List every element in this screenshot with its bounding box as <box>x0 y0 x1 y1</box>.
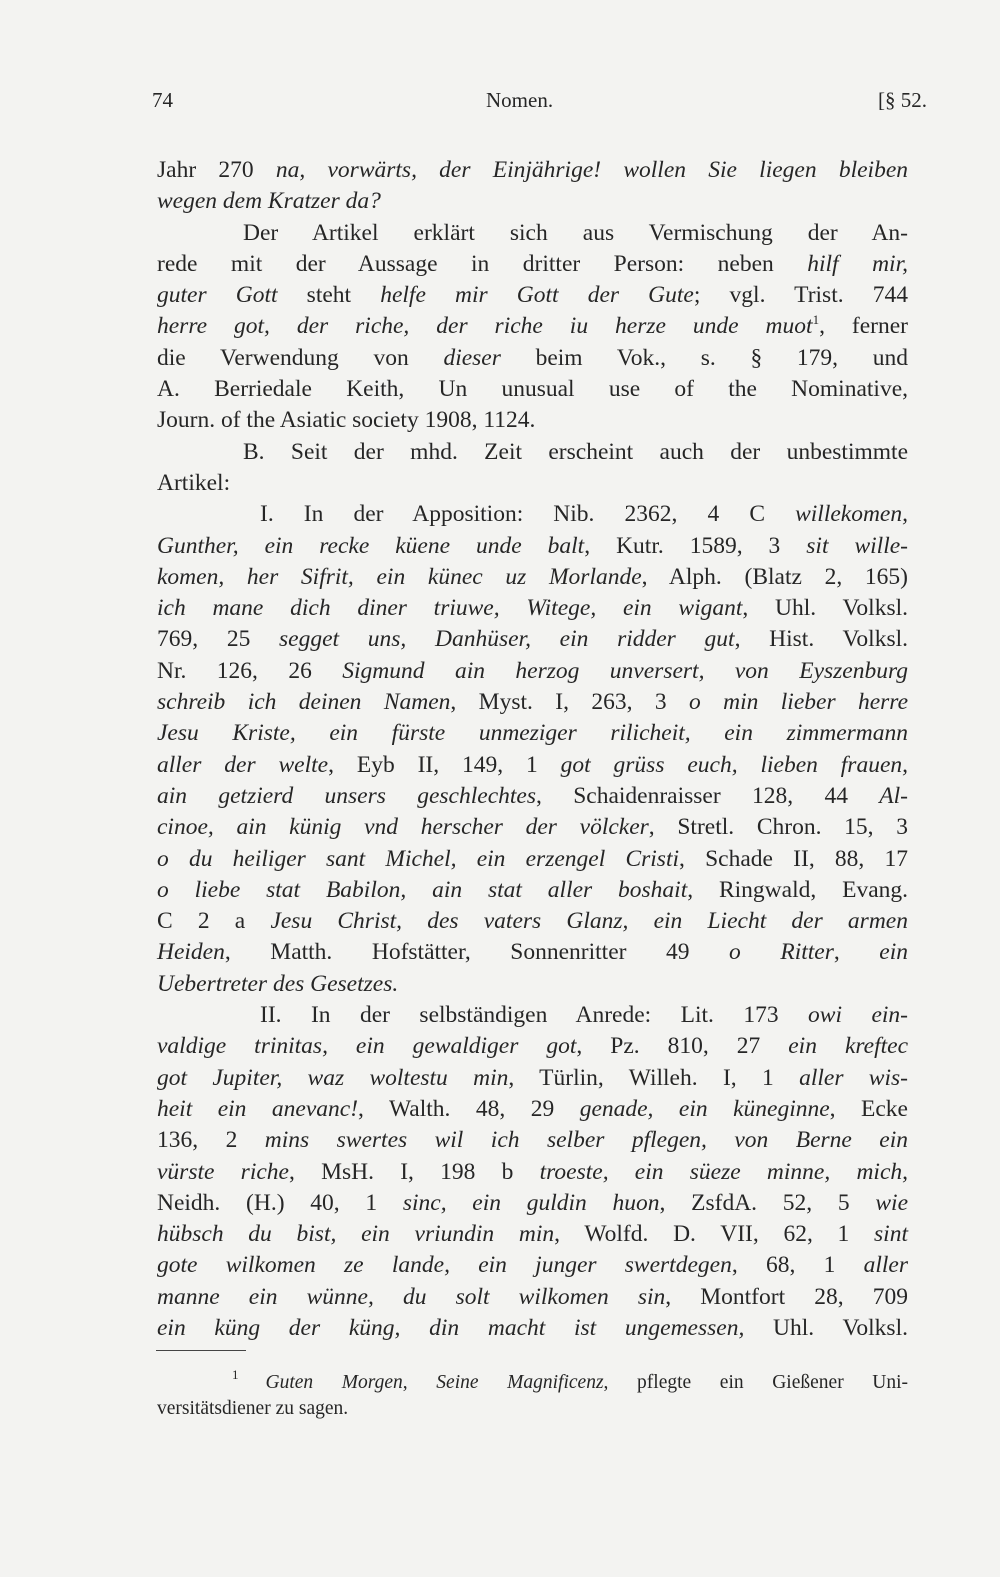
text-run: Jahr 270 <box>157 157 276 183</box>
text-line <box>157 499 908 530</box>
text-run: Uhl. Volksl. <box>744 1314 908 1341</box>
italic-quote: komen, her Sifrit, ein künec uz Morlande <box>157 563 642 590</box>
italic-quote: Uebertreter des Gesetzes. <box>157 970 399 997</box>
text-run: , Schaidenraisser 128, 44 <box>535 782 880 809</box>
text-run: rede mit der Aussage in dritter Person: neben <box>157 250 808 277</box>
italic-quote: o min lieber herre <box>689 689 909 716</box>
italic-quote: got Jupiter, waz woltestu min <box>157 1064 509 1091</box>
italic-quote: hilf mir, <box>807 250 908 277</box>
italic-quote: sit wille- <box>806 532 908 559</box>
text-run: , <box>402 1372 437 1393</box>
italic-quote: wie <box>875 1189 909 1216</box>
italic-quote: manne ein wünne, du solt wilkomen sin <box>157 1283 666 1310</box>
italic-quote: o du heiliger sant Michel, ein erzengel Cristi <box>157 845 680 872</box>
text-run: die Verwendung von <box>157 344 444 371</box>
italic-quote: dieser <box>443 344 501 371</box>
italic-quote: heit ein anevanc! <box>157 1095 359 1122</box>
text-line <box>157 1157 908 1188</box>
text-line <box>157 1188 908 1219</box>
italic-quote: herre got, der riche, der riche iu herze unde muot <box>157 313 813 340</box>
text-run: C 2 a <box>157 908 271 935</box>
italic-quote: cinoe, ain künig vnd herscher der völcker <box>157 814 649 841</box>
text-run: , Alph. (Blatz 2, 165) <box>641 563 908 590</box>
text-line <box>157 687 908 718</box>
italic-quote: sint <box>874 1221 908 1248</box>
italic-quote: hübsch du bist, ein vriundin min <box>157 1221 555 1248</box>
italic-quote: Jesu Christ, des vaters Glanz, ein Liecht der armen <box>270 908 908 935</box>
text-line <box>157 280 908 311</box>
italic-quote: na, vorwärts, der Einjährige! wollen Sie liegen bleiben <box>275 157 909 183</box>
italic-quote: willekomen, <box>795 501 908 528</box>
italic-quote: guter Gott <box>157 282 278 309</box>
text-line <box>157 249 908 280</box>
footnote-marker: 1 <box>812 312 820 328</box>
text-line <box>157 186 908 217</box>
italic-quote: wegen dem Kratzer da? <box>157 188 381 215</box>
text-line <box>157 468 908 499</box>
text-line <box>157 311 908 342</box>
text-run: 136, 2 <box>157 1127 265 1154</box>
text-line <box>157 155 908 186</box>
italic-quote: mins swertes wil ich selber pflegen, von Berne ein <box>264 1127 909 1154</box>
text-line <box>157 218 908 249</box>
italic-quote: aller wis- <box>799 1064 908 1091</box>
text-run: versitätsdiener zu sagen. <box>157 1398 349 1419</box>
text-line <box>157 1063 908 1094</box>
italic-quote: got grüss euch, lieben frauen, <box>560 751 908 778</box>
text-run: , Ecke <box>829 1095 908 1122</box>
text-run: ; vgl. Trist. 744 <box>693 282 908 309</box>
text-line <box>157 374 908 405</box>
text-run: II. In der selbständigen Anrede: Lit. 173 <box>260 1002 809 1029</box>
italic-quote: ein küng der küng, din macht ist ungemessen, <box>157 1314 745 1341</box>
text-run: B. Seit der mhd. Zeit erscheint auch der unbestimmte <box>243 438 908 465</box>
text-run: 769, 25 <box>157 626 280 653</box>
text-line <box>157 1219 908 1250</box>
footnote-rule <box>156 1350 246 1351</box>
text-run: , Stretl. Chron. 15, 3 <box>648 814 908 841</box>
text-run: , ferner <box>819 313 908 340</box>
text-run: , Schade II, 88, 17 <box>679 845 909 872</box>
text-run: steht <box>277 282 381 309</box>
italic-quote: aller <box>863 1252 908 1279</box>
italic-quote: Heiden <box>157 939 225 966</box>
text-line <box>157 906 908 937</box>
text-line <box>157 781 908 812</box>
text-line <box>157 531 908 562</box>
text-line <box>157 1000 908 1031</box>
text-run: , Ringwald, Evang. <box>687 876 908 903</box>
text-run: , <box>833 939 880 966</box>
italic-quote: genade, ein küneginne <box>579 1095 830 1122</box>
text-run: , MsH. I, 198 b <box>288 1158 540 1185</box>
text-run: Journ. of the Asiatic society 1908, 1124. <box>157 407 536 434</box>
italic-quote: ein <box>879 939 908 966</box>
italic-quote: gote wilkomen ze lande, ein junger swertdegen <box>157 1252 732 1279</box>
italic-quote: o Ritter <box>729 939 834 966</box>
text-line <box>157 1313 908 1344</box>
italic-quote: segget uns, Danhüser, ein ridder gut <box>279 626 735 653</box>
text-line <box>157 812 908 843</box>
text-run: , Wolfd. D. VII, 62, 1 <box>554 1221 875 1248</box>
text-run: beim Vok., s. § 179, und <box>500 344 909 371</box>
page-number: 74 <box>152 88 173 112</box>
text-line <box>157 437 908 468</box>
text-run: Der Artikel erklärt sich aus Vermischung der An- <box>243 219 908 246</box>
running-title: Nomen. <box>486 88 554 112</box>
footnote-line <box>157 1396 908 1422</box>
text-line <box>157 937 908 968</box>
text-line <box>157 1094 908 1125</box>
text-line <box>157 718 908 749</box>
text-run: , pflegte ein Gießener Uni- <box>603 1372 909 1393</box>
text-run: Nr. 126, 26 <box>157 657 343 684</box>
italic-quote: Gunther, ein recke küene unde balt <box>157 532 585 559</box>
text-run: A. Berriedale Keith, Un unusual use of the Nominative, <box>157 376 908 403</box>
italic-quote: Sigmund ain herzog unversert, von Eyszenburg <box>342 657 909 684</box>
italic-quote: aller der welte <box>157 751 329 778</box>
text-run: I. In der Apposition: Nib. 2362, 4 C <box>260 501 796 528</box>
italic-quote: ain getzierd unsers geschlechtes <box>157 782 536 809</box>
text-line <box>157 969 908 1000</box>
footnote-marker: 1 <box>232 1367 266 1382</box>
text-line <box>157 1282 908 1313</box>
italic-quote: sinc, ein guldin huon <box>402 1189 660 1216</box>
text-line <box>157 624 908 655</box>
text-run: , Eyb II, 149, 1 <box>328 751 561 778</box>
italic-quote: ich mane dich diner triuwe, Witege, ein wigant <box>157 595 743 622</box>
text-line <box>157 593 908 624</box>
body-text <box>157 155 908 1344</box>
italic-quote: vürste riche <box>157 1158 289 1185</box>
italic-quote: Seine Magnificenz <box>436 1372 604 1393</box>
text-run: , ZsfdA. 52, 5 <box>659 1189 876 1216</box>
italic-quote: owi ein- <box>808 1002 908 1029</box>
text-line <box>157 405 908 436</box>
text-line <box>157 1250 908 1281</box>
text-run: , Hist. Volksl. <box>734 626 908 653</box>
text-run: , Matth. Hofstätter, Sonnenritter 49 <box>224 939 730 966</box>
italic-quote: Jesu Kriste, ein fürste unmeziger rilicheit, ein zimmermann <box>157 720 908 747</box>
text-line <box>157 844 908 875</box>
italic-quote: ein kreftec <box>788 1033 909 1060</box>
text-line <box>157 750 908 781</box>
text-run: Artikel: <box>157 469 231 496</box>
italic-quote: o liebe stat Babilon, ain stat aller boshait <box>157 876 688 903</box>
footnote <box>157 1367 909 1422</box>
text-line <box>157 343 908 374</box>
text-run: , Kutr. 1589, 3 <box>584 532 807 559</box>
italic-quote: schreib ich deinen Namen <box>157 689 451 716</box>
text-run: , Myst. I, 263, 3 <box>450 689 689 716</box>
text-run: , Türlin, Willeh. I, 1 <box>508 1064 800 1091</box>
italic-quote: helfe mir Gott der Gute <box>380 282 694 309</box>
text-run: , Pz. 810, 27 <box>576 1033 789 1060</box>
italic-quote: Guten Morgen <box>265 1372 403 1393</box>
text-line <box>157 562 908 593</box>
italic-quote: Al- <box>879 782 908 809</box>
text-run: , 68, 1 <box>731 1252 864 1279</box>
text-line <box>157 1031 908 1062</box>
text-run: , Montfort 28, 709 <box>665 1283 908 1310</box>
text-line <box>157 656 908 687</box>
italic-quote: valdige trinitas, ein gewaldiger got <box>157 1033 577 1060</box>
section-marker: [§ 52. <box>878 88 927 112</box>
italic-quote: troeste, ein süeze minne, mich, <box>539 1158 908 1185</box>
text-line <box>157 875 908 906</box>
text-run: , Uhl. Volksl. <box>742 595 908 622</box>
text-run: , Walth. 48, 29 <box>358 1095 580 1122</box>
text-line <box>157 1125 908 1156</box>
footnote-line <box>157 1367 909 1396</box>
text-run: Neidh. (H.) 40, 1 <box>157 1189 403 1216</box>
